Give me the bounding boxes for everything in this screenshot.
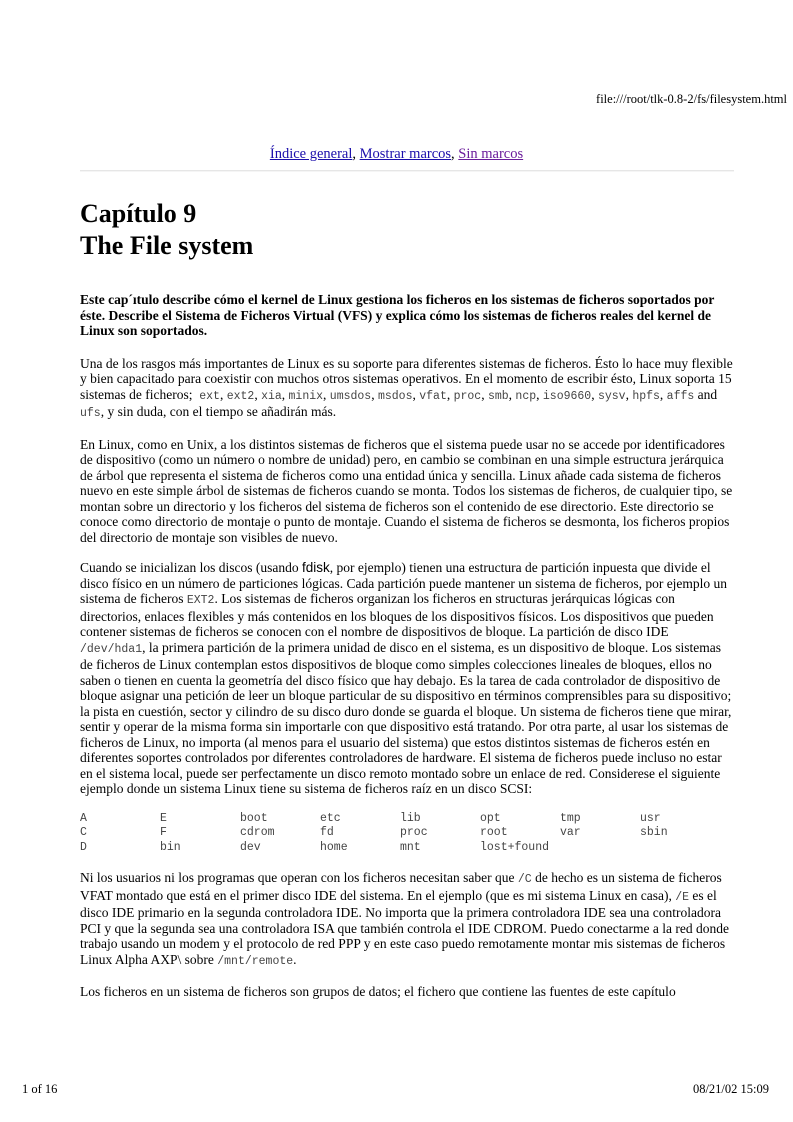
- link-sin-marcos[interactable]: Sin marcos: [458, 146, 524, 162]
- dir-entry: proc: [400, 826, 428, 839]
- horizontal-rule: [80, 170, 734, 172]
- link-indice-general[interactable]: Índice general: [269, 146, 353, 162]
- dir-entry: [560, 841, 640, 856]
- paragraph-block-devices: Cuando se inicializan los discos (usando fdisk, por ejemplo) tienen una estructura de partición inpuesta que divide el disco físico en un número de particiones lógicas. Cada partición puede mantener un sistema de ficheros, por ejemplo un sistema de ficheros EXT2. Los sistemas de ficheros organizan los ficheros en structuras jerárquicas lógicas con directorios, enlaces flexibles y más contenidos en los bloques de los dispositivos físicos. Los dispositivos que pueden contener sistemas de ficheros se conocen con el nombre de dispositivos de bloque. La partición de disco IDE /dev/hda1, la primera partición de la primera unidad de disco en el sistema, es un dispositivo de bloque. Los sistemas de ficheros de Linux contemplan estos dispositivos de bloque como simples colecciones lineales de bloques, ellos no saben o tienen en cuenta la geometría del disco físico que hay debajo. Es la tarea de cada controlador de dispositivo de bloque asignar una petición de leer un bloque particular de su dispositivo en términos comprensibles para su dispositivo; la pista en cuestión, sector y cilindro de su disco duro donde se guarda el bloque. Un sistema de ficheros tiene que mirar, sentir y operar de la misma forma sin importarle con que dispositivo está tratando. Por otra parte, al usar los sistemas de ficheros de Linux, no importa (al menos para el usuario del sistema) que estos distintos sistemas de ficheros estén en diferentes soportes controlados por diferentes controladores de hardware. El sistema de ficheros puede incluso no estar en el sistema local, puede ser perfectamente un disco remoto montado sobre un enlace de red. Considerese el siguiente ejemplo donde un sistema Linux tiene su sistema de ficheros raíz en un disco SCSI:: [80, 560, 732, 796]
- dir-entry: usr: [640, 811, 661, 825]
- dir-entry: lost+found: [480, 840, 550, 854]
- dir-entry: cdrom: [240, 826, 275, 839]
- dir-entry: sbin: [640, 826, 668, 839]
- dir-entry: var: [560, 826, 581, 839]
- link-mostrar-marcos[interactable]: Mostrar marcos: [359, 146, 452, 162]
- print-datetime: 08/21/02 15:09: [692, 1082, 769, 1096]
- nav-separator: ,: [451, 146, 459, 162]
- dir-entry: home: [320, 840, 348, 854]
- dir-entry: etc: [320, 811, 341, 825]
- dir-entry: bin: [160, 840, 181, 854]
- chapter-abstract: Este cap´ıtulo describe cómo el kernel de Linux gestiona los ficheros en los sistemas de ficheros soportados por éste. Describe el Sistema de Ficheros Virtual (VFS) y explica cómo los sistemas de ficheros reales del kernel de Linux son soportados.: [80, 292, 715, 338]
- nav-separator: ,: [352, 146, 360, 162]
- dir-entry: mnt: [400, 840, 421, 854]
- paragraph-fs-support: Una de los rasgos más importantes de Linux es su soporte para diferentes sistemas de ficheros. Ésto lo hace muy flexible y bien capacitado para coexistir con muchos otros sistemas operativos. En el momento de escribir ésto, Linux soporta 15 sistemas de ficheros; ext, ext2, xia, minix, umsdos, msdos, vfat, proc, smb, ncp, iso9660, sysv, hpfs, affs and ufs, y sin duda, con el tiempo se añadirán más.: [80, 355, 733, 420]
- dir-entry: dev: [240, 840, 261, 854]
- dir-entry: lib: [400, 811, 421, 825]
- dir-entry: F: [160, 826, 167, 839]
- page-url: file:///root/tlk-0.8-2/fs/filesystem.html: [596, 92, 787, 106]
- dir-entry: fd: [320, 826, 334, 839]
- main-content: [80, 198, 734, 1015]
- dir-entry: tmp: [560, 811, 581, 825]
- dir-entry: opt: [480, 811, 501, 825]
- paragraph-files: Los ficheros en un sistema de ficheros son grupos de datos; el fichero que contiene las fuentes de este capítulo: [80, 984, 676, 999]
- chapter-title: The File system: [80, 231, 254, 260]
- navigation-links: [0, 146, 793, 163]
- page-counter: 1 of 16: [22, 1082, 58, 1096]
- chapter-number: Capítulo 9: [80, 199, 197, 228]
- dir-entry: E: [160, 811, 167, 825]
- dir-entry: C: [80, 826, 87, 839]
- directory-listing: [80, 812, 734, 856]
- dir-entry: A: [80, 811, 87, 825]
- dir-entry: D: [80, 840, 87, 854]
- dir-entry: [640, 841, 720, 856]
- dir-entry: root: [480, 826, 508, 839]
- chapter-heading: [80, 198, 734, 262]
- paragraph-transparency: Ni los usuarios ni los programas que operan con los ficheros necesitan saber que /C de hecho es un sistema de ficheros VFAT montado que está en el primer disco IDE del sistema. En el ejemplo (que es mi sistema Linux en casa), /E es el disco IDE primario en la segunda controladora IDE. No importa que la primera controladora IDE sea una controladora PCI y que la segunda sea una controladora ISA que también controla el IDE CDROM. Puedo conectarme a la red donde trabajo usando un modem y el protocolo de red PPP y en este caso puedo remotamente montar mis sistemas de ficheros Linux Alpha AXP\ sobre /mnt/remote.: [80, 870, 729, 968]
- dir-entry: boot: [240, 811, 268, 825]
- paragraph-mount-tree: En Linux, como en Unix, a los distintos sistemas de ficheros que el sistema puede usar no se accede por identificadores de dispositivo (como un número o nombre de unidad) pero, en cambio se combinan en una simple estructura jerárquica de árbol que representa el sistema de ficheros como una entidad única y sencilla. Linux añade cada sistema de ficheros nuevo en este simple árbol de sistemas de ficheros cuando se monta. Todos los sistemas de ficheros, de cualquier tipo, se montan sobre un directorio y los ficheros del sistema de ficheros son el contenido de ese directorio. Este directorio se conoce como directorio de montaje o punto de montaje. Cuando el sistema de ficheros se desmonta, los ficheros propios del directorio de montaje son visibles de nuevo.: [80, 436, 733, 545]
